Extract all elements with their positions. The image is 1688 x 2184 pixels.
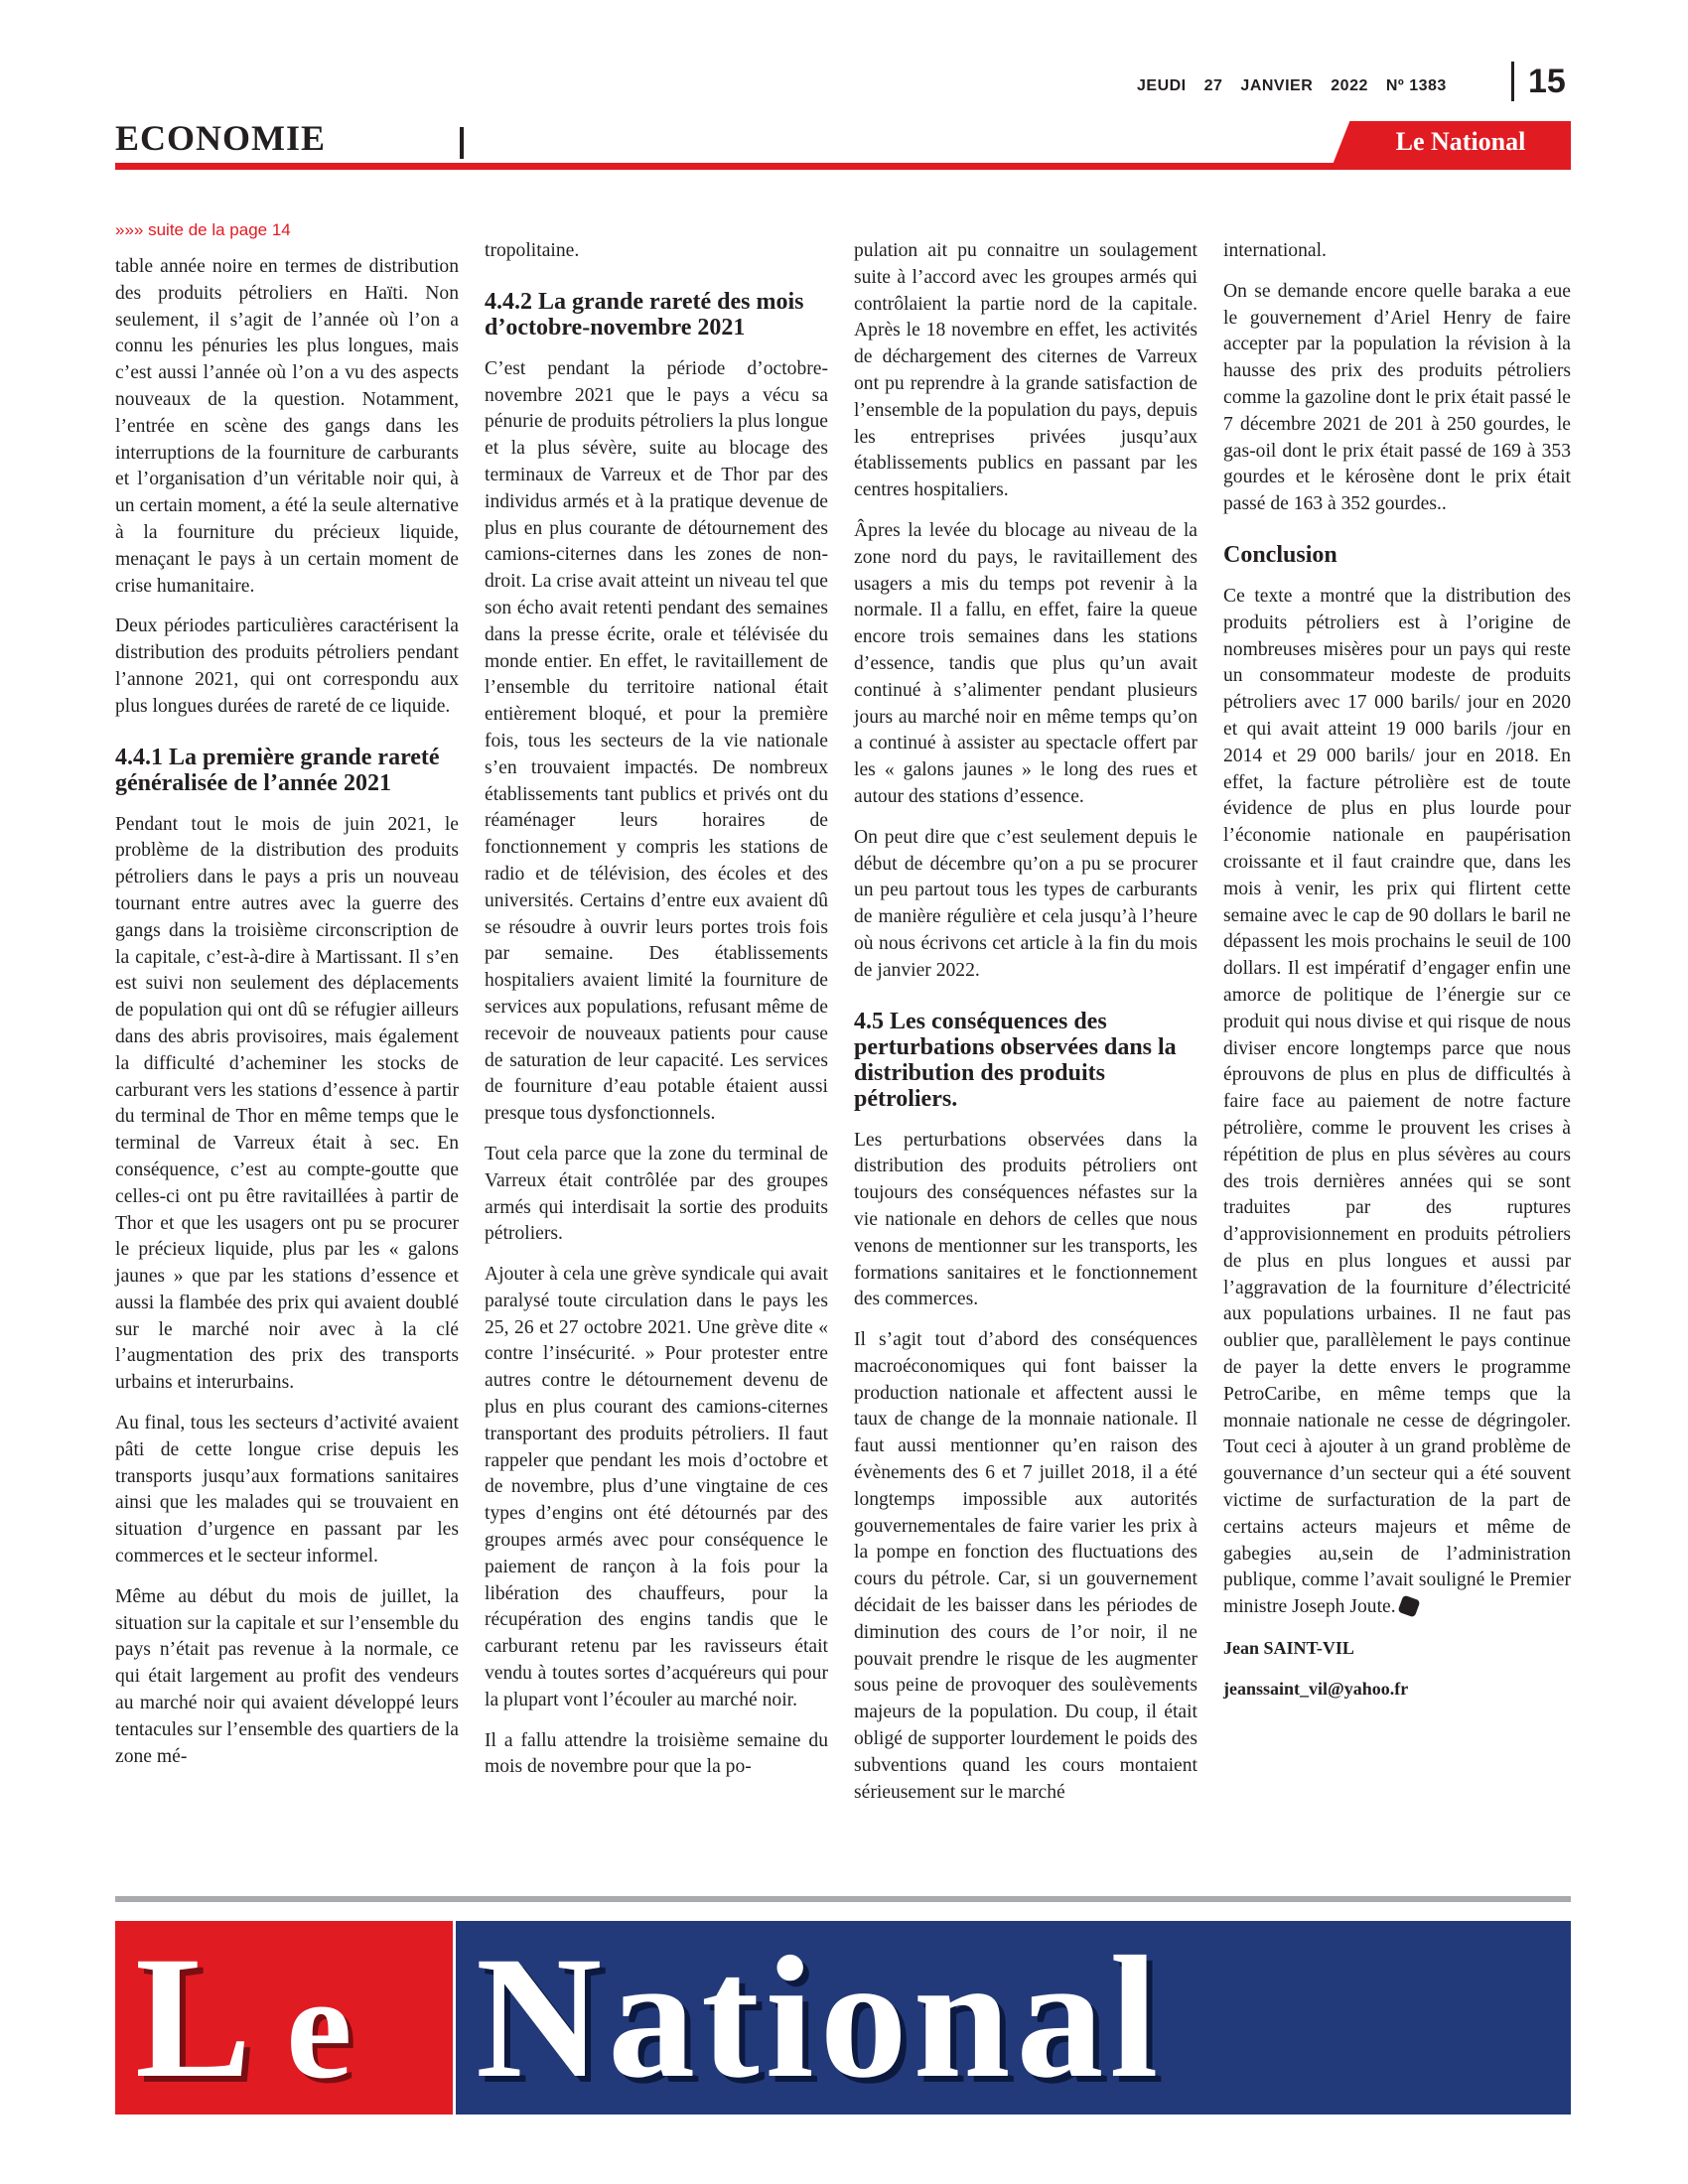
- paragraph: table année noire en termes de distribution des produits pétroliers en Haïti. Non seulement, il s’agit de l’année où l’on a connu les pénuries les plus longues, mais c’est aussi l’année où l’on a vu des aspects nouveaux de la question. Notamment, l’entrée en scène des gangs dans les interruptions de la fourniture de carburants et l’organisation d’un véritable noir qui, à un certain moment, a été la seule alternative à la fourniture du précieux liquide, menaçant le pays à un certain moment de crise humanitaire.: [115, 256, 459, 597]
- end-mark-icon: [1397, 1595, 1420, 1618]
- subheading: Conclusion: [1223, 541, 1337, 568]
- footer-rule: [115, 1896, 1571, 1902]
- paragraph: Même au début du mois de juillet, la situation sur la capitale et sur l’ensemble du pays n’était pas revenue à la normale, ce qui était largement au profit des vendeurs au marché noir qui avaient développé leurs tentacules sur l’ensemble des quartiers de la zone mé-: [115, 1585, 459, 1767]
- paragraph: Au final, tous les secteurs d’activité avaient pâti de cette longue crise depuis les transports jusqu’aux formations sanitaires ainsi que les malades qui se trouvaient en situation d’urgence en passant par les commerces et le secteur informel.: [115, 1413, 459, 1568]
- issue-day: JEUDI: [1137, 77, 1187, 94]
- paragraph: Deux périodes particulières caractérisent la distribution des produits pétroliers pendant l’annone 2021, qui ont correspondu aux plus longues durées de rareté de ce liquide.: [115, 615, 459, 717]
- footer-logo-banner: [115, 1921, 1571, 2115]
- paragraph: international.: [1223, 240, 1327, 261]
- issue-date-num: 27: [1203, 77, 1223, 94]
- article-column-3: [854, 238, 1197, 1820]
- author-name: Jean SAINT-VIL: [1223, 1638, 1354, 1659]
- paragraph: Les perturbations observées dans la distribution des produits pétroliers ont toujours des conséquences néfastes sur la vie nationale en dehors de celles que nous venons de mentionner sur les transports, les formations sanitaires et le fonctionnement des commerces.: [854, 1129, 1197, 1310]
- logo-blue-block: [456, 1921, 1571, 2115]
- brand-tab-label: Le National: [1395, 127, 1526, 156]
- logo-letter-e: e: [286, 1945, 352, 2110]
- logo-letter-l: L: [135, 1921, 252, 2115]
- paragraph: Pendant tout le mois de juin 2021, le problème de la distribution des produits pétroliers dans le pays a pris un nouveau tournant entre autres avec la guerre des gangs dans la troisième circonscription de la capitale, c’est-à-dire à Martissant. Il s’en est suivi non seulement des déplacements de population qui ont dû se réfugier ailleurs dans des abris provisoires, mais également la difficulté d’acheminer les stocks de carburant vers les stations d’essence à partir du terminal de Thor en même temps que le terminal de Varreux était à sec. En conséquence, c’est au compte-goutte que celles-ci ont pu être ravitaillées à partir de Thor et que les usagers ont pu se procurer le précieux liquide, plus par les « galons jaunes » que par les stations d’essence et aussi la flambée des prix qui avaient doublé sur le marché noir avec à la clé l’augmentation des prix des transports urbains et interurbains.: [115, 813, 459, 1394]
- paragraph: Il a fallu attendre la troisième semaine du mois de novembre pour que la po-: [485, 1729, 828, 1778]
- paragraph: C’est pendant la période d’octobre-novembre 2021 que le pays a vécu sa pénurie de produits pétroliers la plus longue et la plus sévère, suite au blocage des terminaux de Varreux et de Thor par des individus armés et à la pratique devenue de plus en plus courante de détournement des camions-citernes dans les zones de non-droit. La crise avait atteint un niveau tel que son écho avait retenti pendant des semaines dans la presse écrite, orale et télévisée du monde entier. En effet, le ravitaillement de l’ensemble du territoire national était entièrement bloqué, et pour la première fois, tous les secteurs de la vie nationale s’en trouvaient impactés. De nombreux établissements tant publics et privés ont du réaménager leurs horaires de fonctionnement y compris les stations de radio et de télévision, des écoles et des universités. Certains d’entre eux avaient dû se résoudre à ouvrir leurs portes trois fois par semaine. Des établissements hospitaliers avaient limité la fourniture de services aux populations, refusant même de recevoir de nouveaux patients pour cause de saturation de leur capacité. Les services de fourniture d’eau potable étaient aussi presque tous dysfonctionnels.: [485, 357, 828, 1125]
- conclusion-text: Ce texte a montré que la distribution des produits pétroliers est à l’origine de nombreuses misères pour un pays qui reste un consommateur modeste de produits pétroliers avec 17 000 barils/ jour en 2020 et qui avait atteint 19 000 barils /jour en 2014 et 29 000 barils/ jour en 2018. En effet, la facture pétrolière est de toute évidence de plus en plus lourde pour l’économie nationale en paupérisation croissante et il faut craindre que, dans les mois à venir, les prix qui flirtent cette semaine avec le cap de 90 dollars le baril ne dépassent les mois prochains le seuil de 100 dollars. Il est impératif d’engager enfin une amorce de politique de l’énergie sur ce produit qui nous divise et qui risque de nous diviser encore longtemps parce que nous éprouvons de plus en plus de difficultés à faire face au paiement de notre facture pétrolière, comme le prouvent les crises à répétition de plus en plus sévères au cours des trois dernières années qui se sont traduites par des ruptures d’approvisionnement en produits pétroliers de plus en plus longues et aussi par l’aggravation de la fourniture d’électricité aux populations urbaines. Il ne faut pas oublier que, parallèlement le pays continue de payer la dette envers le programme PetroCaribe, en même temps que la monnaie nationale ne cesse de dégringoler. Tout ceci à ajouter à un grand problème de gouvernance d’un secteur qui a été souvent victime de surfacturation de la part de certains acteurs majeurs et même de gabegies au,sein de l’administration publique, comme l’avait souligné le Premier ministre Joseph Joute.: [1223, 585, 1571, 1618]
- article-column-1: [115, 220, 459, 1784]
- logo-word-national: National: [476, 1921, 1165, 2115]
- subheading: 4.4.1 La première grande rareté généralisée de l’année 2021: [115, 744, 440, 796]
- section-title: ECONOMIE: [115, 118, 327, 158]
- logo-red-block: [115, 1921, 453, 2115]
- subheading: 4.4.2 La grande rareté des mois d’octobre-novembre 2021: [485, 288, 804, 341]
- page-number: 15: [1511, 62, 1566, 101]
- issue-number: Nº 1383: [1385, 77, 1447, 94]
- paragraph: tropolitaine.: [485, 240, 580, 261]
- issue-line: [1137, 77, 1465, 95]
- paragraph: Ajouter à cela une grève syndicale qui avait paralysé toute circulation dans le pays les 25, 26 et 27 octobre 2021. Une grève dite « contre l’insécurité. » Pour protester entre autres contre le détournement devenu de plus en plus courant des camions-citernes transportant des produits pétroliers. Il faut rappeler que pendant les mois d’octobre et de novembre, plus d’une vingtaine de ces types d’engins ont été détournés par des groupes armés avec pour conséquence le paiement de rançon à la fois pour la libération des chauffeurs, pour la récupération des engins tandis que le carburant retenu par les ravisseurs était vendu à toutes sortes d’acquéreurs qui pour la plupart vont l’écouler au marché noir.: [485, 1264, 828, 1710]
- author-email[interactable]: jeanssaint_vil@yahoo.fr: [1223, 1678, 1409, 1699]
- continued-from: »»» suite de la page 14: [115, 220, 291, 239]
- issue-month: JANVIER: [1240, 77, 1314, 94]
- paragraph: Il s’agit tout d’abord des conséquences macroéconomiques qui font baisser la production nationale et affectent aussi le taux de change de la monnaie nationale. Il faut aussi mentionner qu’en raison des évènements des 6 et 7 juillet 2018, il a été longtemps impossible aux autorités gouvernementales de faire varier les prix à la pompe en fonction des fluctuations des cours du pétrole. Car, si un gouvernement décidait de les baisser dans les périodes de diminution des cours de l’or noir, il ne pouvait prendre le risque de les augmenter sous peine de provoquer des soulèvements majeurs de la population. Du coup, il était obligé de supporter lourdement le poids des subventions quand les cours montaient sérieusement sur le marché: [854, 1329, 1197, 1803]
- paragraph: Tout cela parce que la zone du terminal de Varreux était contrôlée par des groupes armés qui interdisait la sortie des produits pétroliers.: [485, 1143, 828, 1245]
- subheading: 4.5 Les conséquences des perturbations observées dans la distribution des produits pétroliers.: [854, 1008, 1177, 1112]
- issue-year: 2022: [1331, 77, 1368, 94]
- paragraph: On peut dire que c’est seulement depuis le début de décembre qu’on a pu se procurer un peu partout tous les types de carburants de manière régulière et cela jusqu’à l’heure où nous écrivons cet article à la fin du mois de janvier 2022.: [854, 826, 1197, 981]
- paragraph: [1223, 584, 1571, 1621]
- paragraph: Âpres la levée du blocage au niveau de la zone nord du pays, le ravitaillement des usagers a mis du temps pot revenir à la normale. Il a fallu, en effet, faire la queue encore trois semaines dans les stations d’essence, tandis que plus qu’un avait continué à s’alimenter pendant plusieurs jours au marché noir en même temps qu’on a continué à assister au spectacle offert par les « galons jaunes » le long des rues et autour des stations d’essence.: [854, 519, 1197, 807]
- article-column-4: [1223, 238, 1571, 1716]
- paragraph: On se demande encore quelle baraka a eue le gouvernement d’Ariel Henry de faire accepter par la population la révision à la hausse des prix des produits pétroliers comme la gazoline dont le prix était passé le 7 décembre 2021 de 201 à 250 gourdes, le gas-oil dont le prix était passé de 169 à 353 gourdes et le kérosène dont le prix était passé de 163 à 352 gourdes..: [1223, 280, 1571, 515]
- section-divider: [460, 127, 464, 159]
- article-column-2: [485, 238, 828, 1795]
- paragraph: pulation ait pu connaitre un soulagement suite à l’accord avec les groupes armés qui contrôlaient la partie nord de la capitale. Après le 18 novembre en effet, les activités de déchargement des citernes de Varreux ont pu reprendre à la grande satisfaction de l’ensemble de la population du pays, depuis les entreprises privées jusqu’aux établissements publics en passant par les centres hospitaliers.: [854, 240, 1197, 501]
